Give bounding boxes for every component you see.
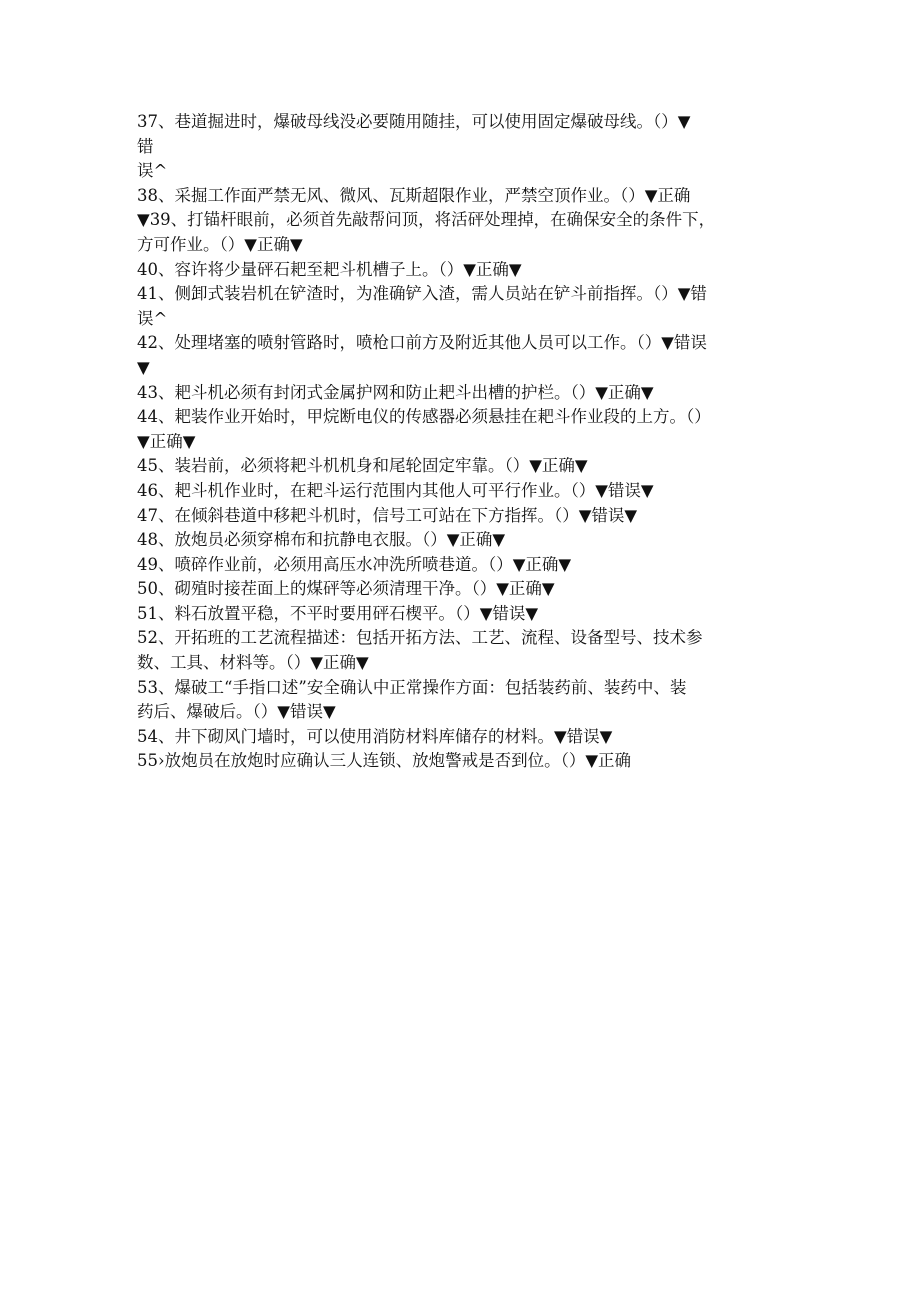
text-line: 50、砌殖时接茬面上的煤砰等必须清理干净。（）▼正确▼ <box>137 579 555 599</box>
text-line: 42、处理堵塞的喷射管路时，喷枪口前方及附近其他人员可以工作。（）▼错误 <box>137 333 707 353</box>
text-line: ▼ <box>137 357 150 377</box>
text-line: 41、侧卸式装岩机在铲渣时，为准确铲入渣，需人员站在铲斗前指挥。（）▼错 <box>137 284 707 304</box>
text-line: 误^ <box>137 308 168 328</box>
text-line: 误^ <box>137 161 168 181</box>
text-line: 47、在倾斜巷道中移耙斗机时，信号工可站在下方指挥。（）▼错误▼ <box>137 505 638 525</box>
text-line: 43、耙斗机必须有封闭式金属护网和防止耙斗出槽的护栏。（）▼正确▼ <box>137 382 654 402</box>
text-line: 46、耙斗机作业时，在耙斗运行范围内其他人可平行作业。（）▼错误▼ <box>137 480 654 500</box>
text-line: ▼39、打锚杆眼前，必须首先敲帮问顶，将活砰处理掉，在确保安全的条件下， <box>137 210 716 230</box>
question-list <box>137 110 797 774</box>
text-line: 37、巷道掘进时，爆破母线没必要随用随挂，可以使用固定爆破母线。（）▼ <box>137 112 691 131</box>
text-line: ▼正确▼ <box>137 431 196 451</box>
text-line: 数、工具、材料等。（）▼正确▼ <box>137 653 369 673</box>
text-line: 40、容许将少量砰石耙至耙斗机槽子上。（）▼正确▼ <box>137 259 522 279</box>
text-line: 38、采掘工作面严禁无风、微风、瓦斯超限作业，严禁空顶作业。（）▼正确 <box>137 185 691 205</box>
text-line: 错 <box>137 136 154 156</box>
text-line: 52、开拓班的工艺流程描述：包括开拓方法、工艺、流程、设备型号、技术参 <box>137 628 703 648</box>
text-line: 方可作业。（）▼正确▼ <box>137 234 303 254</box>
text-line: 45、装岩前，必须将耙斗机机身和尾轮固定牢靠。（）▼正确▼ <box>137 456 588 476</box>
text-line: 48、放炮员必须穿棉布和抗静电衣服。（）▼正确▼ <box>137 530 506 550</box>
text-line: 51、料石放置平稳，不平时要用砰石楔平。（）▼错误▼ <box>137 603 539 623</box>
text-line: 55›放炮员在放炮时应确认三人连锁、放炮警戒是否到位。（）▼正确 <box>137 751 632 771</box>
text-line: 53、爆破工“手指口述”安全确认中正常操作方面：包括装药前、装药中、装 <box>137 677 687 697</box>
text-line: 49、喷碎作业前，必须用高压水冲洗所喷巷道。（）▼正确▼ <box>137 554 572 574</box>
text-line: 54、井下砌风门墙时，可以使用消防材料库储存的材料。▼错误▼ <box>137 726 613 746</box>
text-line: 药后、爆破后。（）▼错误▼ <box>137 702 336 722</box>
text-line: 44、耙装作业开始时，甲烷断电仪的传感器必须悬挂在耙斗作业段的上方。（） <box>137 407 711 427</box>
